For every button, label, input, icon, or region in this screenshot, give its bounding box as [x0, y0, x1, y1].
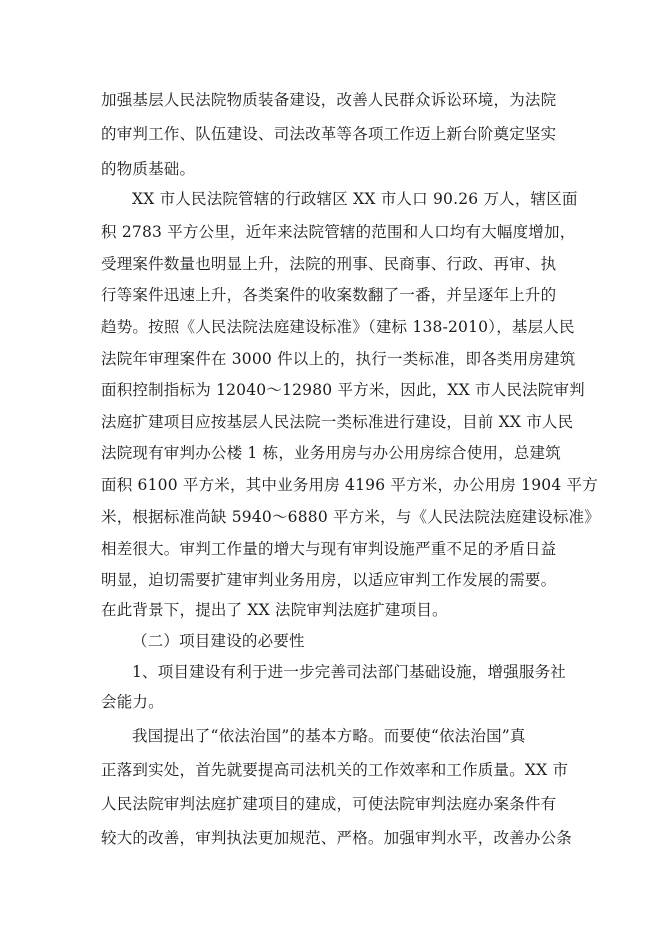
paragraph-line: 积 2783 平方公里，近年来法院管辖的范围和人口均有大幅度增加， [101, 223, 576, 241]
paragraph-line: 正落到实处，首先就要提高司法机关的工作效率和工作质量。XX 市 [101, 761, 569, 779]
paragraph-line: 较大的改善，审判执法更加规范、严格。加强审判水平，改善办公条 [101, 829, 573, 847]
paragraph-line: 的审判工作、队伍建设、司法改革等各项工作迈上新台阶奠定坚实 [101, 125, 557, 143]
paragraph-line: 法庭扩建项目应按基层人民法院一类标准进行建设，目前 XX 市人民 [101, 413, 574, 431]
paragraph-line: 加强基层人民法院物质装备建设，改善人民群众诉讼环境，为法院 [101, 91, 557, 109]
paragraph-line: 1、项目建设有利于进一步完善司法部门基础设施，增强服务社 [132, 663, 566, 681]
paragraph-line: 我国提出了“依法治国”的基本方略。而要使“依法治国”真 [132, 727, 526, 745]
paragraph-line: 受理案件数量也明显上升，法院的刑事、民商事、行政、再审、执 [101, 255, 557, 273]
paragraph-line: 行等案件迅速上升，各类案件的收案数翻了一番，并呈逐年上升的 [101, 286, 557, 304]
paragraph-line: 相差很大。审判工作量的增大与现有审判设施严重不足的矛盾日益 [101, 540, 557, 558]
paragraph-line: 面积控制指标为 12040～12980 平方米，因此，XX 市人民法院审判 [101, 381, 585, 399]
paragraph-line: 的物质基础。 [101, 160, 196, 178]
paragraph-line: 趋势。按照《人民法院法庭建设标准》（建标 138-2010），基层人民 [101, 318, 575, 336]
paragraph-line: 米，根据标准尚缺 5940～6880 平方米，与《人民法院法庭建设标准》 [101, 508, 600, 526]
paragraph-line: 法院年审理案件在 3000 件以上的，执行一类标准，即各类用房建筑 [101, 350, 576, 368]
section-heading: （二）项目建设的必要性 [132, 632, 305, 650]
paragraph-line: 在此背景下，提出了 XX 法院审判法庭扩建项目。 [101, 601, 448, 619]
paragraph-line: XX 市人民法院管辖的行政辖区 XX 市人口 90.26 万人，辖区面 [132, 190, 578, 208]
paragraph-line: 面积 6100 平方米，其中业务用房 4196 平方米，办公用房 1904 平方 [101, 476, 598, 494]
paragraph-line: 法院现有审判办公楼 1 栋，业务用房与办公用房综合使用，总建筑 [101, 444, 561, 462]
paragraph-line: 会能力。 [101, 693, 164, 711]
paragraph-line: 人民法院审判法庭扩建项目的建成，可使法院审判法庭办案条件有 [101, 795, 557, 813]
paragraph-line: 明显，迫切需要扩建审判业务用房，以适应审判工作发展的需要。 [101, 571, 557, 589]
